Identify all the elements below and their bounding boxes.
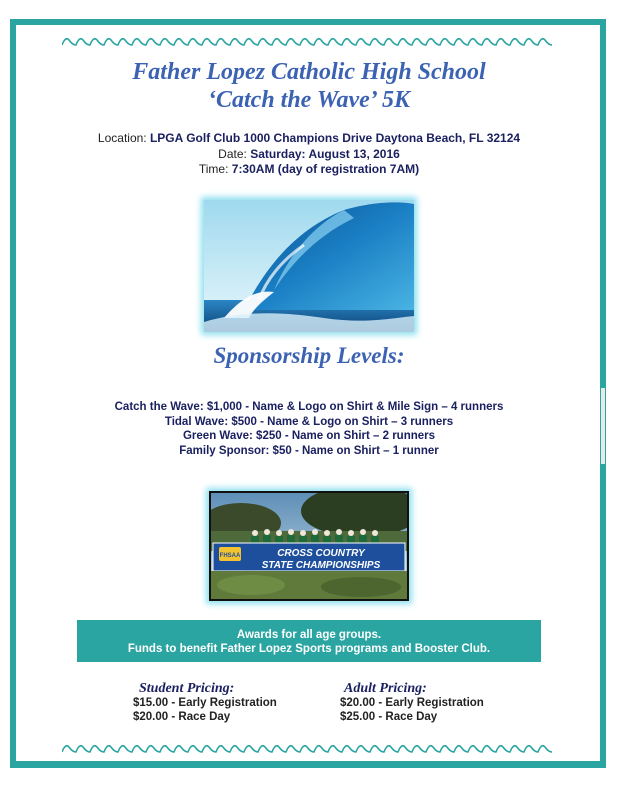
location-line	[0, 131, 618, 146]
awards-banner	[77, 620, 541, 662]
time-label: Time:	[198, 162, 229, 176]
awards-line-2: Funds to benefit Father Lopez Sports programs and Booster Club.	[127, 643, 491, 655]
date-line	[0, 147, 618, 162]
time-line	[0, 162, 618, 177]
sponsor-level-tidal-wave: Tidal Wave: $500 - Name & Logo on Shirt – 3 runners	[164, 415, 454, 428]
adult-pricing	[340, 681, 540, 724]
student-pricing	[133, 681, 333, 724]
time-value: 7:30AM (day of registration 7AM)	[231, 162, 420, 176]
sponsorship-heading: Sponsorship Levels:	[213, 343, 405, 368]
adult-race-day-price: $25.00 - Race Day	[340, 711, 438, 723]
sponsor-level-green-wave: Green Wave: $250 - Name on Shirt – 2 runners	[182, 430, 436, 442]
sponsor-level-family: Family Sponsor: $50 - Name on Shirt – 1 runner	[179, 444, 439, 457]
student-pricing-heading: Student Pricing:	[139, 681, 235, 696]
wave-border-bottom	[62, 741, 552, 755]
student-early-price: $15.00 - Early Registration	[133, 697, 277, 709]
event-title: ‘Catch the Wave’ 5K	[208, 87, 410, 113]
adult-early-price: $20.00 - Early Registration	[340, 697, 484, 709]
awards-line-1: Awards for all age groups.	[236, 629, 382, 641]
fhsaa-logo: FHSAA	[219, 553, 241, 559]
team-photo	[209, 491, 409, 601]
school-title: Father Lopez Catholic High School	[132, 59, 486, 85]
sponsorship-levels	[0, 400, 618, 458]
date-value: Saturday: August 13, 2016	[250, 147, 400, 161]
banner-line-2: STATE CHAMPIONSHIPS	[261, 560, 381, 571]
wave-photo	[204, 200, 414, 332]
student-race-day-price: $20.00 - Race Day	[133, 711, 231, 723]
adult-pricing-heading: Adult Pricing:	[344, 681, 427, 696]
location-label: Location:	[97, 131, 147, 145]
location-value: LPGA Golf Club 1000 Champions Drive Daytona Beach, FL 32124	[149, 131, 521, 145]
date-label: Date:	[218, 147, 247, 161]
sponsor-level-catch-the-wave: Catch the Wave: $1,000 - Name & Logo on Shirt & Mile Sign – 4 runners	[114, 401, 504, 413]
banner-line-1: CROSS COUNTRY	[277, 548, 365, 559]
wave-border-top	[62, 34, 552, 48]
